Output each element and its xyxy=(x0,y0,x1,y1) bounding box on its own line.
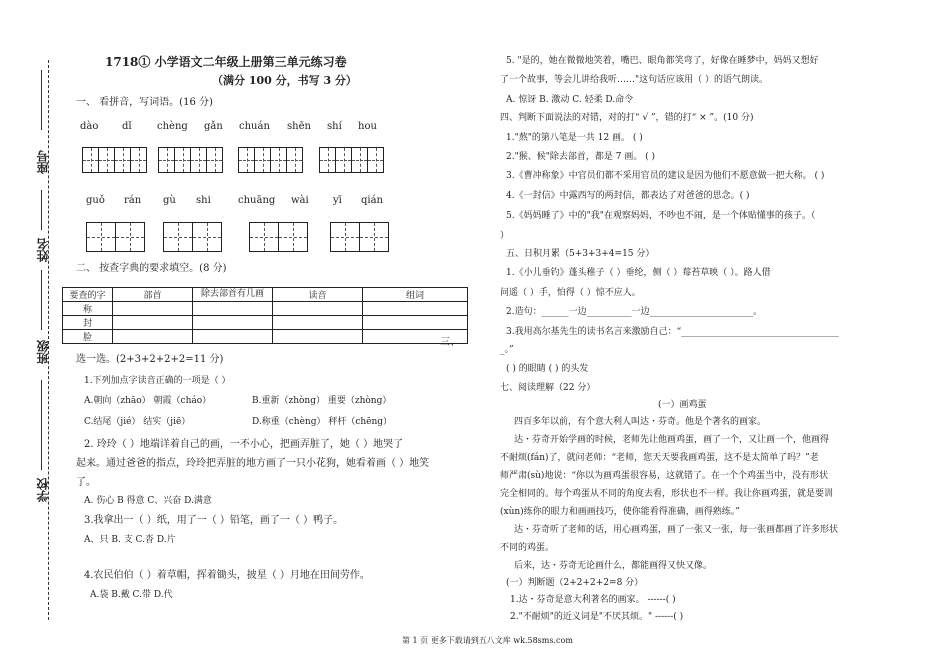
s4-q5-end: ） xyxy=(500,231,510,241)
lookup-header-row xyxy=(63,288,468,302)
pinyin-4: gǎn xyxy=(204,121,223,132)
writing-grid-6[interactable] xyxy=(163,222,221,252)
pinyin-9: guǒ xyxy=(86,195,105,206)
page-subtitle: （满分 100 分，书写 3 分） xyxy=(212,74,357,87)
page-title: 1718① 小学语文二年级上册第三单元练习卷 xyxy=(105,55,347,69)
side-label-class: 班级 xyxy=(36,340,50,364)
writing-grid-8[interactable] xyxy=(330,222,388,252)
s3-q3-options: A、只 B. 支 C.沓 D.片 xyxy=(84,535,176,545)
side-fill-line-3 xyxy=(41,270,42,330)
passage-p3-1: 达・芬奇听了老师的话，用心画鸡蛋，画了一张又一张，每一张画都画了许多形状 xyxy=(514,525,839,535)
s3-q2-line1: 2. 玲玲（ ）地端详着自己的画，一不小心，把画弄脏了，她（ ）地哭了 xyxy=(84,439,404,450)
s3-q1-b: B.重新（zhòng） 重要（zhòng） xyxy=(252,396,392,406)
side-label-seat: 座号 xyxy=(36,150,50,174)
answer-cell[interactable] xyxy=(363,316,468,330)
section3-heading: 选一选。(2+3+2+2+2=11 分) xyxy=(76,354,224,365)
passage-p2-3: 师严肃(sù)地说：“你以为画鸡蛋很容易，这就错了。在一个个鸡蛋当中，没有形状 xyxy=(500,471,829,481)
passage-p1: 四百多年以前，有个意大利人叫达・芬奇。他是个著名的画家。 xyxy=(514,417,767,427)
pinyin-8: hou xyxy=(358,121,377,132)
s4-q1: 1."熬"的第八笔是一共 12 画。 ( ) xyxy=(506,133,643,143)
answer-cell[interactable] xyxy=(113,330,193,344)
header-word: 组词 xyxy=(363,288,468,302)
pinyin-5: chuán xyxy=(239,121,270,132)
pinyin-11: gù xyxy=(163,195,176,206)
passage-p2-2: 不耐烦(fán)了，就问老师：“老师，您天天要我画鸡蛋，这不是太简单了吗？”老 xyxy=(500,453,819,463)
s5-q2: 2.造句：______一边__________一边_______________________。 xyxy=(506,307,763,317)
passage-p4: 后来，达・芬奇无论画什么，都能画得又快又像。 xyxy=(514,561,713,571)
s4-q5: 5.《妈妈睡了》中的"我"在观察妈妈，不吵也不闹，是一个体贴懂事的孩子。（ xyxy=(506,211,816,221)
side-fill-line-1 xyxy=(41,70,42,130)
pinyin-6: shēn xyxy=(287,121,311,132)
table-row xyxy=(63,316,468,330)
answer-cell[interactable] xyxy=(193,316,273,330)
pinyin-2: dǐ xyxy=(122,121,132,132)
side-fill-line-2 xyxy=(41,190,42,230)
section1-heading: 一、 看拼音，写词语。(16 分) xyxy=(76,97,213,108)
pinyin-10: rán xyxy=(124,195,142,206)
judge-heading: (一）判断题（2+2+2+2=8 分） xyxy=(506,578,644,588)
s3-q2-options: A. 伤心 B 得意 C、兴奋 D.满意 xyxy=(84,496,212,506)
header-strokes: 除去部首有几画 xyxy=(193,288,273,302)
pinyin-16: qián xyxy=(361,195,384,206)
section4-heading: 四、判断下面说法的对错，对的打“ √ ”，错的打“ × ”。(10 分) xyxy=(500,113,754,123)
s5-q3-end: _。” xyxy=(500,345,514,355)
passage-p2-1: 达・芬奇开始学画的时候，老师先让他画鸡蛋，画了一个，又让画一个，他画得 xyxy=(514,435,830,445)
s3-q4: 4.农民伯伯（ ）着草帽，挥着锄头，披星（ ）月地在田间劳作。 xyxy=(84,570,370,581)
answer-cell[interactable] xyxy=(273,330,363,344)
header-char: 要查的字 xyxy=(63,288,113,302)
lookup-table xyxy=(62,287,468,344)
page-footer: 第 1 页 更多下载请到五八文库 wk.58sms.com xyxy=(402,636,573,645)
judge-q1: 1.达・芬奇是意大利著名的画家。 ------( ) xyxy=(510,595,676,605)
writing-grid-1[interactable] xyxy=(82,147,146,173)
answer-cell[interactable] xyxy=(113,316,193,330)
section7-heading: 七、阅读理解（22 分） xyxy=(500,383,596,393)
pinyin-1: dào xyxy=(80,121,99,132)
s4-q2: 2."猴、候"除去部首，都是 7 画。 ( ) xyxy=(506,152,656,162)
section2-heading: 二、 按查字典的要求填空。(8 分) xyxy=(76,263,227,274)
s5-q1-line1: 1.《小儿垂钓》蓬头稚子（ ）垂纶，侧（ ）莓苔草映（ ）。路人借 xyxy=(506,268,771,278)
s3-q2-line2: 起来。通过爸爸的指点，玲玲把弄脏的地方画了一只小花狗，她看着画（ ）地笑 xyxy=(76,458,430,469)
section5-heading: 五、日积月累（5+3+3+4=15 分） xyxy=(506,249,655,259)
s3-q3: 3.我拿出一（ ）纸，用了一（ ）铅笔，画了一（ ）鸭子。 xyxy=(84,515,344,526)
passage-p2-4: 完全相同的。每个鸡蛋从不同的角度去看，形状也不一样。我让你画鸡蛋，就是要训 xyxy=(500,489,834,499)
side-label-school: 学校 xyxy=(36,478,50,502)
char-cell: 封 xyxy=(63,316,113,330)
s3-q1-a: A.朝向（zhāo） 朝霞（cháo） xyxy=(84,396,212,406)
s3-q1-d: D.称重（chèng） 秤杆（chēng） xyxy=(252,417,393,427)
table-row xyxy=(63,330,468,344)
s3-q2-line3: 了。 xyxy=(76,477,96,488)
char-cell: 称 xyxy=(63,302,113,316)
pinyin-14: wài xyxy=(291,195,309,206)
answer-cell[interactable] xyxy=(363,302,468,316)
pinyin-15: yī xyxy=(333,195,342,206)
s5-q1-line2: 问遥（ ）手，怕得（ ）惊不应人。 xyxy=(500,288,641,298)
q5-options: A. 惊讶 B. 激动 C. 轻柔 D.命令 xyxy=(506,95,634,105)
answer-cell[interactable] xyxy=(193,330,273,344)
table-row xyxy=(63,302,468,316)
side-fill-line-4 xyxy=(41,380,42,470)
judge-q2: 2."不耐烦"的近义词是"不厌其烦。" ------( ) xyxy=(510,612,684,622)
s4-q3: 3.《曹冲称象》中官员们都不采用官员的建议是因为他们不愿意做一把大称。 ( ) xyxy=(506,171,825,181)
passage-p3-2: 不同的鸡蛋。 xyxy=(500,543,555,553)
writing-grid-5[interactable] xyxy=(86,222,144,252)
header-reading: 读音 xyxy=(273,288,363,302)
writing-grid-7[interactable] xyxy=(249,222,307,252)
answer-cell[interactable] xyxy=(193,302,273,316)
pinyin-7: shí xyxy=(327,121,342,132)
writing-grid-3[interactable] xyxy=(238,147,302,173)
passage-p2-5: (xùn)练你的眼力和画画技巧，使你能看得准确，画得熟练。” xyxy=(500,507,740,517)
s5-q4: ( ) 的眼睛 ( ) 的头发 xyxy=(506,364,589,374)
pinyin-3: chèng xyxy=(157,121,188,132)
s4-q4: 4.《一封信》中露西写的两封信，都表达了对爸爸的思念。( ) xyxy=(506,191,750,201)
q5-line1: 5. "是的，她在微微地笑着，嘴巴、眼角都笑弯了，好像在睡梦中，妈妈又想好 xyxy=(506,56,819,66)
q5-line2: 了一个故事，等会儿讲给我听……"这句话应该用（ ）的语气朗读。 xyxy=(500,75,769,85)
s3-q1: 1.下列加点字读音正确的一项是（ ） xyxy=(84,376,231,386)
answer-cell[interactable] xyxy=(113,302,193,316)
s3-q4-options: A.袋 B.戴 C.带 D.代 xyxy=(90,590,173,600)
writing-grid-4[interactable] xyxy=(319,147,383,173)
section3-label: 三、 xyxy=(440,337,460,348)
writing-grid-2[interactable] xyxy=(158,147,222,173)
answer-cell[interactable] xyxy=(273,316,363,330)
passage-title: (一）画鸡蛋 xyxy=(658,400,707,410)
pinyin-13: chuāng xyxy=(238,195,276,206)
s5-q3: 3.我用高尔基先生的读书名言来激励自己：“___________________________________ xyxy=(506,327,839,337)
answer-cell[interactable] xyxy=(273,302,363,316)
pinyin-12: shi xyxy=(196,195,211,206)
side-label-name: 姓名 xyxy=(36,238,50,262)
header-radical: 部首 xyxy=(113,288,193,302)
char-cell: 脸 xyxy=(63,330,113,344)
s3-q1-c: C.结尾（jié） 结实（jiē） xyxy=(84,417,191,427)
